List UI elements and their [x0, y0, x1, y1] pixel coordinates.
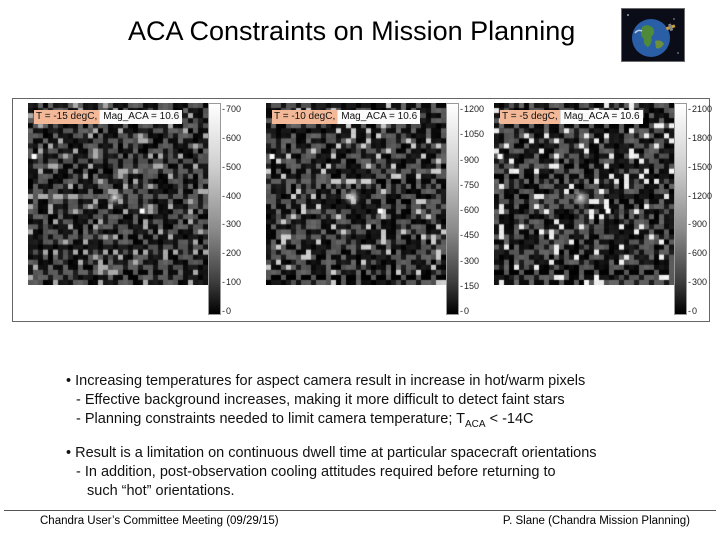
temperature-label: T = -15 degC,	[36, 111, 98, 122]
colorbar-tick-label: - 700	[222, 104, 241, 114]
panel-label	[500, 110, 643, 124]
aca-panel-2	[256, 103, 486, 317]
bullet-list	[66, 372, 666, 501]
colorbar-tick-label: - 2100	[688, 104, 712, 114]
aca-pixel-image	[28, 103, 208, 285]
colorbar	[446, 103, 459, 315]
colorbar-tick-label: - 200	[222, 248, 241, 258]
subscript-aca: ACA	[465, 418, 486, 430]
colorbar-tick-label: - 600	[222, 133, 241, 143]
earth-satellite-icon	[621, 8, 685, 62]
aca-pixel-image	[494, 103, 674, 285]
aca-image-figure	[12, 98, 713, 322]
colorbar-ticks	[688, 103, 718, 316]
colorbar-tick-label: - 750	[460, 180, 479, 190]
colorbar-tick-label: - 600	[688, 248, 707, 258]
footer-divider	[4, 510, 716, 511]
colorbar-tick-label: - 0	[222, 306, 231, 316]
temperature-label: T = -10 degC,	[274, 111, 336, 122]
footer-author: P. Slane (Chandra Mission Planning)	[502, 515, 690, 527]
colorbar-tick-label: - 400	[222, 191, 241, 201]
colorbar-tick-label: - 600	[460, 205, 479, 215]
colorbar-tick-label: - 300	[460, 256, 479, 266]
colorbar-tick-label: - 450	[460, 230, 479, 240]
bullet-item: • Increasing temperatures for aspect camera result in increase in hot/warm pixels	[66, 373, 586, 389]
sub-bullet-item: - Effective background increases, making it more difficult to detect faint stars	[76, 392, 565, 408]
magnitude-label: Mag_ACA = 10.6	[560, 110, 643, 124]
colorbar-tick-label: - 500	[222, 162, 241, 172]
temperature-label: T = -5 degC,	[502, 111, 558, 122]
colorbar-tick-label: - 1050	[460, 129, 484, 139]
magnitude-label: Mag_ACA = 10.6	[99, 110, 182, 124]
aca-panel-1	[18, 103, 248, 317]
bullet-item: • Result is a limitation on continuous dwell time at particular spacecraft orientations	[66, 444, 597, 461]
colorbar	[674, 103, 687, 315]
footer-meeting: Chandra User’s Committee Meeting (09/29/15)	[40, 515, 279, 527]
sub-bullet-item: - In addition, post-observation cooling attitudes required before returning to	[76, 463, 556, 480]
slide-title: ACA Constraints on Mission Planning	[128, 16, 576, 46]
panel-label	[272, 110, 420, 124]
colorbar-tick-label: - 300	[222, 219, 241, 229]
colorbar-tick-label: - 0	[688, 306, 697, 316]
sub-bullet-item	[76, 410, 666, 434]
panel-label	[34, 110, 182, 124]
colorbar-ticks	[222, 103, 252, 316]
sub-bullet-continuation: such “hot” orientations.	[87, 482, 235, 499]
colorbar-tick-label: - 0	[460, 306, 469, 316]
magnitude-label: Mag_ACA = 10.6	[337, 110, 420, 124]
aca-pixel-image	[266, 103, 446, 285]
colorbar-tick-label: - 300	[688, 277, 707, 287]
colorbar-tick-label: - 900	[688, 219, 707, 229]
aca-panel-3	[484, 103, 714, 317]
sub-bullet-text: - Planning constraints needed to limit camera temperature; T	[76, 411, 466, 427]
colorbar-tick-label: - 100	[222, 277, 241, 287]
colorbar-tick-label: - 150	[460, 281, 479, 291]
colorbar	[208, 103, 221, 315]
colorbar-tick-label: - 1800	[688, 133, 712, 143]
sub-bullet-text: < -14C	[485, 411, 534, 427]
colorbar-tick-label: - 1500	[688, 162, 712, 172]
colorbar-tick-label: - 1200	[460, 104, 484, 114]
colorbar-tick-label: - 900	[460, 155, 479, 165]
colorbar-tick-label: - 1200	[688, 191, 712, 201]
